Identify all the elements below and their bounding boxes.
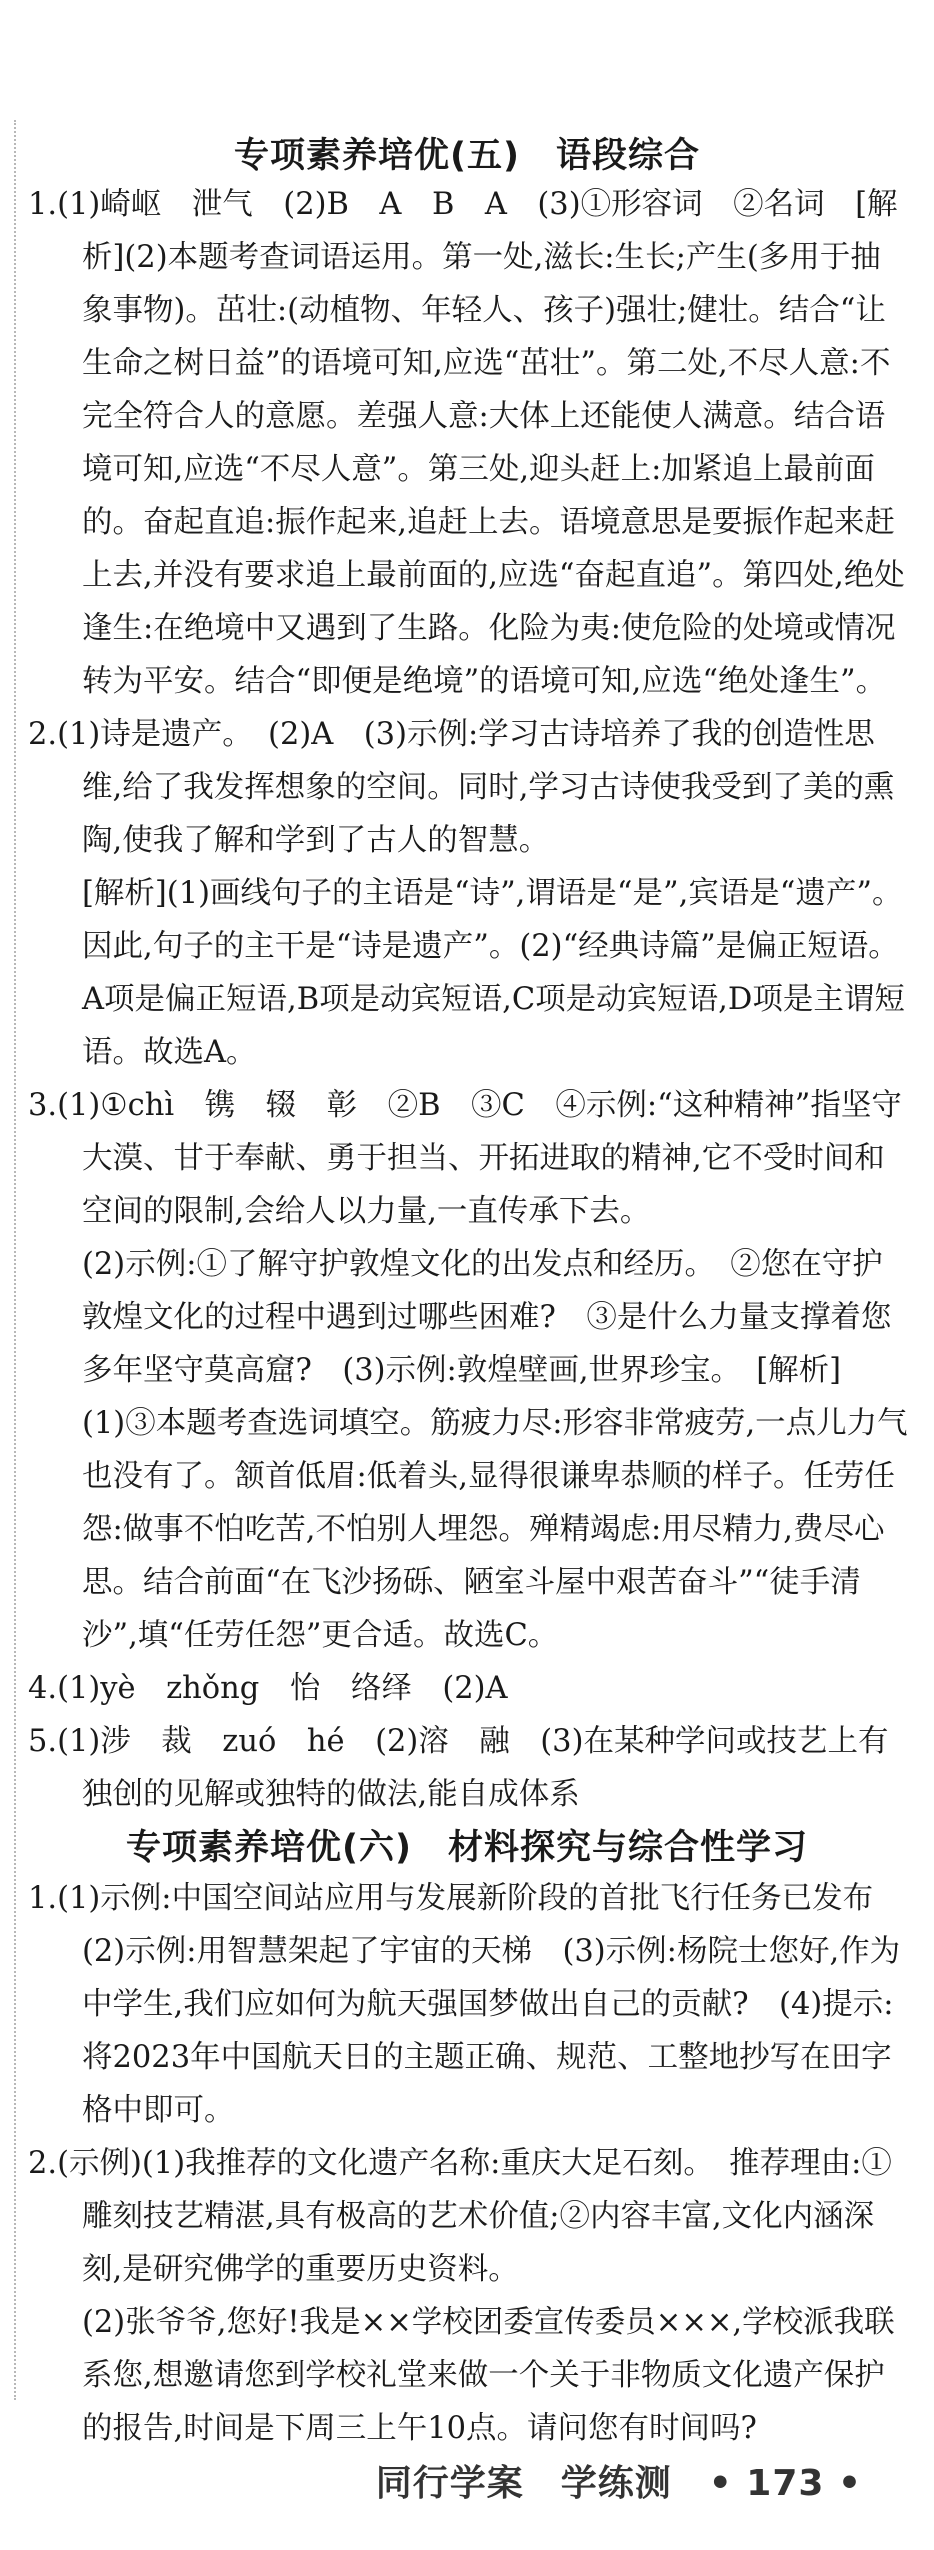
page-footer: 同行学案 学练测 • 173 • bbox=[375, 2463, 862, 2504]
answer-1: 1.(1)崎岖 泄气 (2)B A B A (3)①形容词 ②名词 [解析](2)本题考查词语运用。第一处,滋长:生长;产生(多用于抽象事物)。茁壮:(动植物、年轻人、孩子)强壮;健壮。结合“让生命之树日益”的语境可知,应选“茁壮”。第二处,不尽人意:不完全符合人的意愿。差强人意:大体上还能使人满意。结合语境可知,应选“不尽人意”。第三处,迎头赶上:加紧追上最前面的。奋起直追:振作起来,追赶上去。语境意思是要振作起来赶上去,并没有要求追上最前面的,应选“奋起直追”。第四处,绝处逢生:在绝境中又遇到了生路。化险为夷:使危险的处境或情况转为平安。结合“即便是绝境”的语境可知,应选“绝处逢生”。 bbox=[28, 187, 905, 699]
answer-3: 3.(1)①chì 镌 辍 彰 ②B ③C ④示例:“这种精神”指坚守大漠、甘于奉献、勇于担当、开拓进取的精神,它不受时间和空间的限制,会给人以力量,一直传承下去。 bbox=[28, 1088, 902, 1229]
answer-2-analysis: [解析](1)画线句子的主语是“诗”,谓语是“是”,宾语是“遗产”。因此,句子的主干是“诗是遗产”。(2)“经典诗篇”是偏正短语。A项是偏正短语,B项是动宾短语,C项是动宾短语,D项是主谓短语。故选A。 bbox=[82, 876, 905, 1070]
section-6-title: 专项素养培优(六) 材料探究与综合性学习 bbox=[126, 1828, 808, 1868]
section-5-content bbox=[28, 178, 908, 1821]
section-5-title: 专项素养培优(五) 语段综合 bbox=[234, 136, 700, 176]
answer-5: 5.(1)涉 裁 zuó hé (2)溶 融 (3)在某种学问或技艺上有独创的见解或独特的做法,能自成体系 bbox=[28, 1724, 889, 1812]
answer-6-2: 2.(示例)(1)我推荐的文化遗产名称:重庆大足石刻。 推荐理由:①雕刻技艺精湛,具有极高的艺术价值;②内容丰富,文化内涵深刻,是研究佛学的重要历史资料。 bbox=[28, 2146, 892, 2287]
answer-3-part2: (2)示例:①了解守护敦煌文化的出发点和经历。 ②您在守护敦煌文化的过程中遇到过哪些困难? ③是什么力量支撑着您多年坚守莫高窟? (3)示例:敦煌壁画,世界珍宝。 [解析](1)③本题考查选词填空。筋疲力尽:形容非常疲劳,一点儿力气也没有了。颔首低眉:低着头,显得很谦卑恭顺的样子。任劳任怨:做事不怕吃苦,不怕别人埋怨。殚精竭虑:用尽精力,费尽心思。结合前面“在飞沙扬砾、陋室斗屋中艰苦奋斗”“徒手清沙”,填“任劳任怨”更合适。故选C。 bbox=[82, 1247, 908, 1653]
margin-dotted-line bbox=[14, 120, 16, 2400]
answer-4: 4.(1)yè zhǒng 怡 络绎 (2)A bbox=[28, 1671, 508, 1706]
answer-6-1: 1.(1)示例:中国空间站应用与发展新阶段的首批飞行任务已发布 (2)示例:用智慧架起了宇宙的天梯 (3)示例:杨院士您好,作为中学生,我们应如何为航天强国梦做出自己的贡献? (4)提示:将2023年中国航天日的主题正确、规范、工整地抄写在田字格中即可。 bbox=[28, 1881, 904, 2128]
answer-2: 2.(1)诗是遗产。 (2)A (3)示例:学习古诗培养了我的创造性思维,给了我发挥想象的空间。同时,学习古诗使我受到了美的熏陶,使我了解和学到了古人的智慧。 bbox=[28, 717, 895, 858]
answer-6-2-part2: (2)张爷爷,您好!我是××学校团委宣传委员×××,学校派我联系您,想邀请您到学校礼堂来做一个关于非物质文化遗产保护的报告,时间是下周三上午10点。请问您有时间吗? bbox=[82, 2305, 895, 2446]
section-6-content bbox=[28, 1872, 908, 2455]
